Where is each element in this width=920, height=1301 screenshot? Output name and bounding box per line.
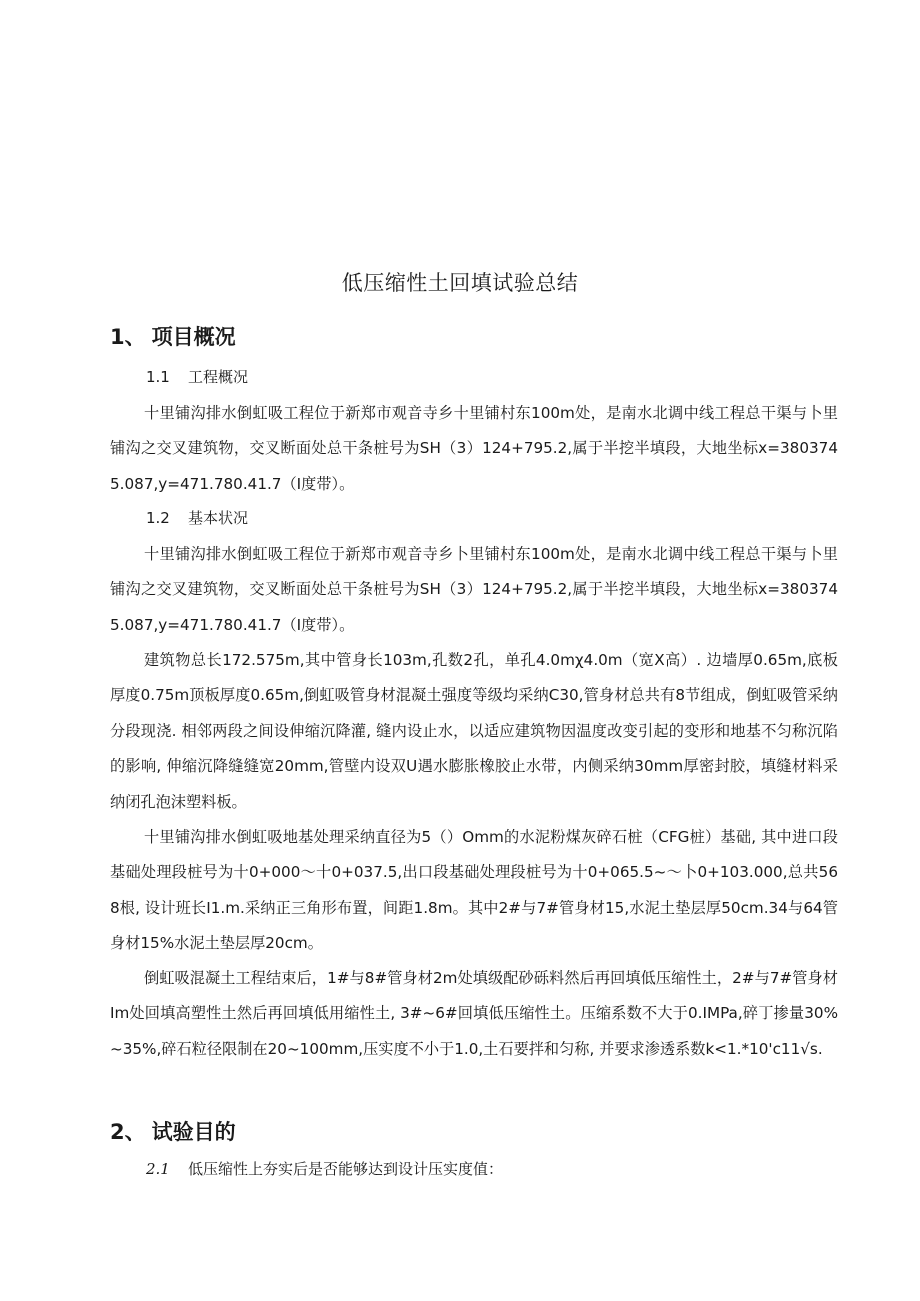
document-title: 低压缩性土回填试验总结: [341, 271, 579, 295]
subsection-1-1-heading: [146, 364, 248, 390]
paragraph-1-2-d: 倒虹吸混凝土工程结束后，1#与8#管身材2m处填级配砂砾料然后再回填低压缩性土，2#与7#管身材Im处回填高塑性土然后再回填低用缩性土, 3#~6#回填低压缩性土。压缩系数不大于0.IMPa,碎丁掺量30%~35%,碎石粒径限制在20~100mm,压实度不小于1.0,土石要拌和匀称, 并要求渗透系数k<1.*10'c11√s.: [110, 969, 838, 1058]
subsection-1-2-title: 基本状况: [188, 509, 249, 527]
section-1-number: 1、: [110, 325, 146, 349]
paragraph-1-2-a: 十里铺沟排水倒虹吸工程位于新郑市观音寺乡卜里铺村东100m处，是南水北调中线工程总干渠与卜里铺沟之交叉建筑物，交叉断面处总干条桩号为SH（3）124+795.2,属于半挖半填段，大地坐标x=3803745.087,y=471.780.41.7（I度带）。: [110, 545, 838, 634]
paragraph-1-2-b: 建筑物总长172.575m,其中管身长103m,孔数2孔，单孔4.0mχ4.0m（宽X高）. 边墙厚0.65m,底板厚度0.75m顶板厚度0.65m,倒虹吸管身材混凝土强度等级均采纳C30,管身材总共有8节组成，倒虹吸管采纳分段现浇. 相邻两段之间设伸缩沉降灌, 缝内设止水，以适应建筑物因温度改变引起的变形和地基不匀称沉陷的影响, 伸缩沉降缝缝宽20mm,管壁内设双U遇水膨胀橡胶止水带，内侧采纳30mm厚密封胶，填缝材料采纳闭孔泡沫塑料板。: [110, 651, 838, 811]
subsection-2-1-number: 2.1: [146, 1160, 170, 1178]
section-1-title: 项目概况: [151, 325, 236, 349]
subsection-1-2-heading: [146, 505, 248, 531]
section-2-heading: [110, 1116, 236, 1148]
section-2-number: 2、: [110, 1120, 146, 1144]
subsection-1-1-number: 1.1: [146, 368, 170, 386]
subsection-1-2-number: 1.2: [146, 509, 170, 527]
section-2-title: 试验目的: [151, 1120, 236, 1144]
paragraph-1-2-c: 十里铺沟排水倒虹吸地基处理采纳直径为5（）Omm的水泥粉煤灰碎石桩（CFG桩）基础, 其中进口段基础处理段桩号为十0+000～十0+037.5,出口段基础处理段桩号为十0+065.5~～卜0+103.000,总共568根, 设计班长I1.m.采纳正三角形布置，间距1.8m。其中2#与7#管身材15,水泥土垫层厚50cm.34与64管身材15%水泥土垫层厚20cm。: [110, 828, 838, 953]
paragraph-1-1: 十里铺沟排水倒虹吸工程位于新郑市观音寺乡十里铺村东100m处，是南水北调中线工程总干渠与卜里铺沟之交叉建筑物，交叉断面处总干条桩号为SH（3）124+795.2,属于半挖半填段，大地坐标x=3803745.087,y=471.780.41.7（I度带）。: [110, 404, 838, 493]
subsection-1-1-title: 工程概况: [188, 368, 249, 386]
subsection-2-1-title: 低压缩性上夯实后是否能够达到设计压实度值：: [188, 1160, 504, 1178]
section-1-heading: [110, 321, 236, 353]
subsection-2-1-heading: [146, 1156, 503, 1182]
